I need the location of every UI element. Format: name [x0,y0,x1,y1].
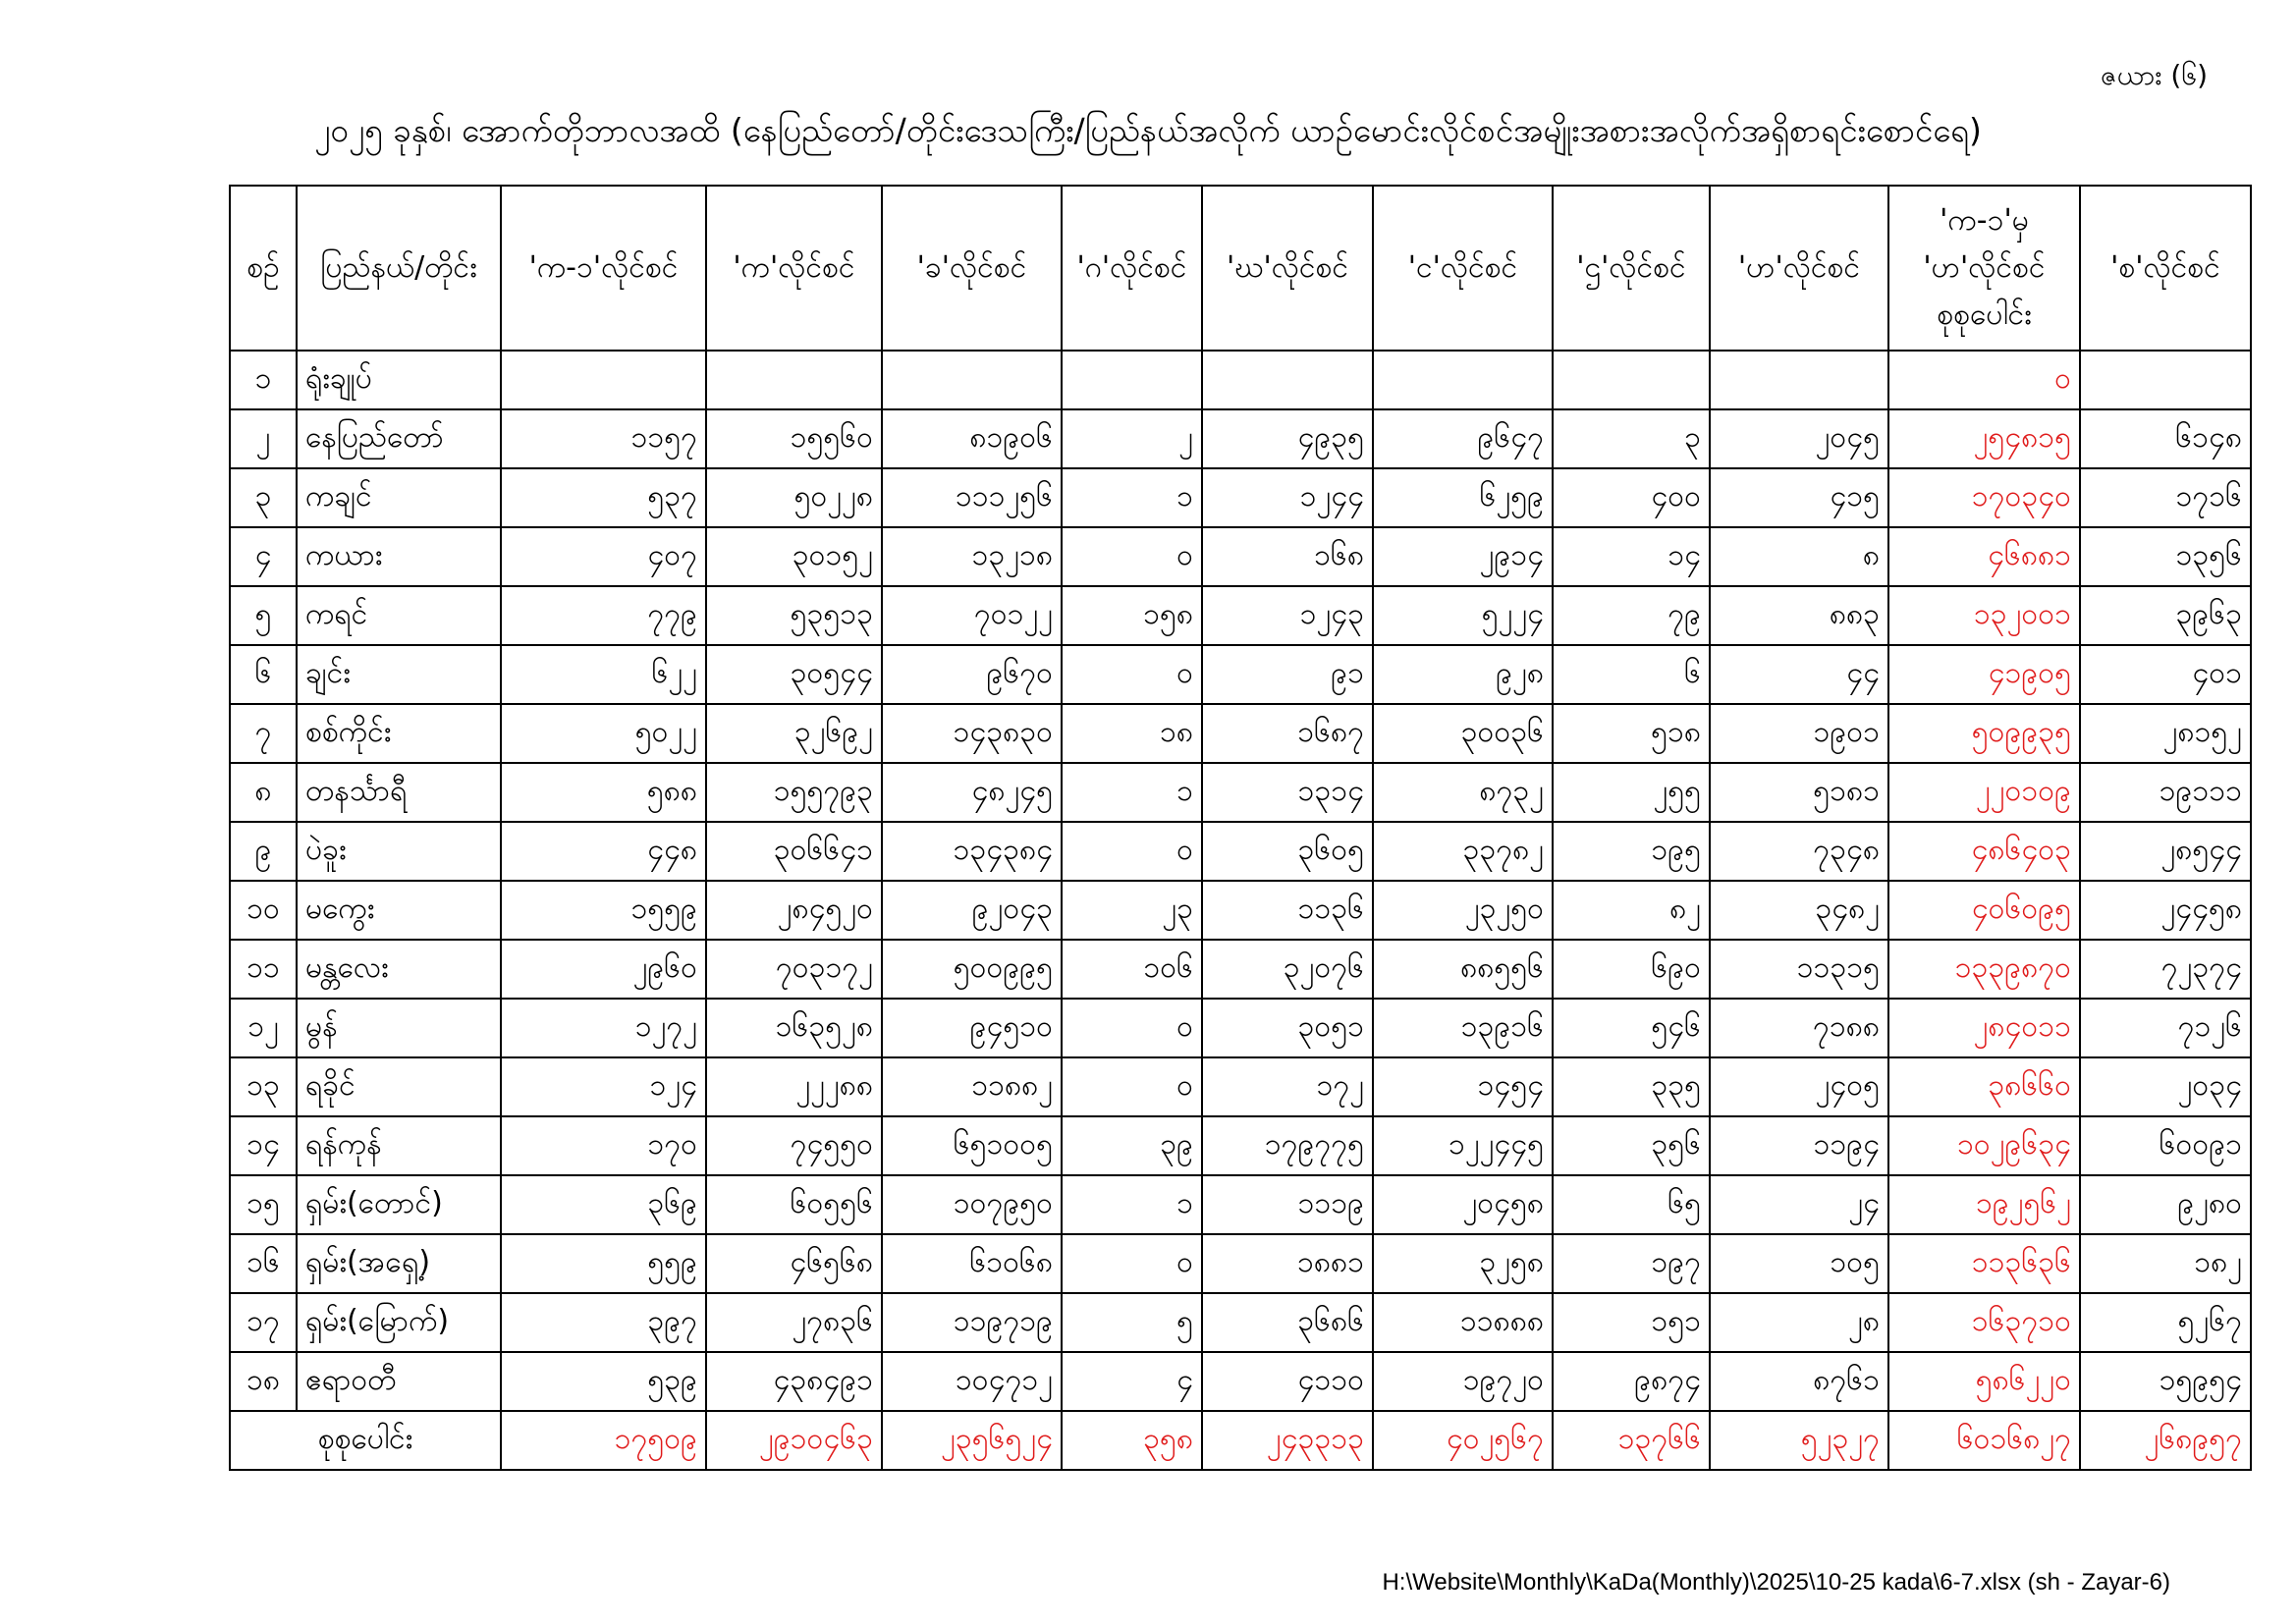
header-cell: စဉ် [230,186,297,351]
table-cell: ၄၈၂၄၅ [882,763,1062,822]
table-cell: ၄၀၀ [1553,468,1710,527]
table-row [230,1352,2251,1411]
table-cell: ၃၀၆၆၄၁ [706,822,882,881]
region-name: ဧရာဝတီ [297,1352,501,1411]
table-cell: ၁၃၉၁၆ [1373,999,1553,1057]
table-cell: ၈၈၅၅၆ [1373,940,1553,999]
table-cell: ၅၂၂၄ [1373,586,1553,645]
table-cell: ၉၂၈ [1373,645,1553,704]
table-cell [2080,351,2251,409]
table-cell: ၁၆၈ [1202,527,1373,586]
row-total-cell: ၁၁၃၆၃၆ [1888,1234,2080,1293]
row-total-cell: ၂၅၄၈၁၅ [1888,409,2080,468]
table-cell: ၅၃၉ [501,1352,706,1411]
row-number: ၄ [230,527,297,586]
table-cell: ၇၂၃၇၄ [2080,940,2251,999]
table-cell: ၁၅၉၅၄ [2080,1352,2251,1411]
table-cell: ၇၄၅၅၀ [706,1116,882,1175]
table-cell: ၁၁၁၉ [1202,1175,1373,1234]
row-total-cell: ၁၃၃၉၈၇၀ [1888,940,2080,999]
table-cell: ၉၂၀၄၃ [882,881,1062,940]
region-name: ရှမ်း(အရှေ့) [297,1234,501,1293]
table-cell: ၃၀၅၄၄ [706,645,882,704]
table-cell: ၁၉၁၁၁ [2080,763,2251,822]
row-number: ၁၀ [230,881,297,940]
table-cell: ၁၅၈ [1062,586,1202,645]
table-cell: ၉၂၈၀ [2080,1175,2251,1234]
row-number: ၂ [230,409,297,468]
table-cell: ၁၀၄၇၁၂ [882,1352,1062,1411]
table-cell: ၁၈ [1062,704,1202,763]
table-cell: ၁၀၆ [1062,940,1202,999]
table-cell: ၁၃၅၆ [2080,527,2251,586]
table-cell: ၅၅၉ [501,1234,706,1293]
table-cell: ၀ [1062,527,1202,586]
table-cell: ၁ [1062,1175,1202,1234]
table-cell: ၇၀၃၁၇၂ [706,940,882,999]
table-cell: ၂၀၃၄ [2080,1057,2251,1116]
table-cell: ၅၀၀၉၉၅ [882,940,1062,999]
table-row [230,1175,2251,1234]
table-cell: ၁ [1062,763,1202,822]
row-number: ၉ [230,822,297,881]
table-cell: ၆၁၀၆၈ [882,1234,1062,1293]
table-cell: ၁၁၉၇၁၉ [882,1293,1062,1352]
table-cell: ၅၄၆ [1553,999,1710,1057]
total-cell: ၆၀၁၆၈၂၇ [1888,1411,2080,1470]
region-name: ချင်း [297,645,501,704]
region-name: ကချင် [297,468,501,527]
header-row [230,186,2251,351]
table-cell: ၂ [1062,409,1202,468]
table-cell: ၀ [1062,645,1202,704]
table-cell: ၉၄၅၁၀ [882,999,1062,1057]
table-cell: ၈၂ [1553,881,1710,940]
table-cell: ၁၇၁၆ [2080,468,2251,527]
row-number: ၈ [230,763,297,822]
table-row [230,1116,2251,1175]
row-number: ၁၃ [230,1057,297,1116]
table-cell: ၅၃၇ [501,468,706,527]
row-number: ၃ [230,468,297,527]
total-cell: ၁၃၇၆၆ [1553,1411,1710,1470]
table-row [230,763,2251,822]
table-cell: ၇၀၁၂၂ [882,586,1062,645]
table-cell: ၁၁၉၄ [1710,1116,1888,1175]
table-number: ဇယား (၆) [2101,59,2208,91]
table-cell: ၄၃၈၄၉၁ [706,1352,882,1411]
table-cell [501,351,706,409]
header-cell: 'ခ'လိုင်စင် [882,186,1062,351]
table-cell: ၄၄ [1710,645,1888,704]
table-cell [706,351,882,409]
table-cell: ၆၀၀၉၁ [2080,1116,2251,1175]
table-cell: ၆၂၅၉ [1373,468,1553,527]
row-total-cell: ၂၂၀၁၀၉ [1888,763,2080,822]
header-cell: 'ဌ'လိုင်စင် [1553,186,1710,351]
table-cell [1553,351,1710,409]
table-cell: ၂၄ [1710,1175,1888,1234]
total-cell: ၂၉၁၀၄၆၃ [706,1411,882,1470]
row-number: ၁၇ [230,1293,297,1352]
table-cell: ၁၆၃၅၂၈ [706,999,882,1057]
table-cell: ၁၉၀၁ [1710,704,1888,763]
table-row [230,999,2251,1057]
table-cell: ၄၀၇ [501,527,706,586]
table-row [230,468,2251,527]
total-cell: ၁၇၅၀၉ [501,1411,706,1470]
header-cell: 'ဃ'လိုင်စင် [1202,186,1373,351]
region-name: နေပြည်တော် [297,409,501,468]
region-name: ရုံးချုပ် [297,351,501,409]
table-cell: ၄၆၅၆၈ [706,1234,882,1293]
table-cell: ၁၂၇၂ [501,999,706,1057]
table-cell: ၆၂၂ [501,645,706,704]
row-total-cell: ၃၈၆၆၀ [1888,1057,2080,1116]
table-cell [1202,351,1373,409]
table-cell: ၅၂၆၇ [2080,1293,2251,1352]
table-cell: ၁၂၄ [501,1057,706,1116]
table-row [230,1057,2251,1116]
table-cell: ၂၉၁၄ [1373,527,1553,586]
table-cell: ၆၁၄၈ [2080,409,2251,468]
table-cell: ၅၁၈၁ [1710,763,1888,822]
table-cell: ၃၂၆၉၂ [706,704,882,763]
table-cell: ၆၉၀ [1553,940,1710,999]
table-cell: ၂၃ [1062,881,1202,940]
table-cell: ၄ [1062,1352,1202,1411]
table-cell [882,351,1062,409]
table-cell: ၁၅၅၉ [501,881,706,940]
region-name: ရခိုင် [297,1057,501,1116]
table-cell: ၅ [1062,1293,1202,1352]
table-cell: ၉၆၄၇ [1373,409,1553,468]
table-cell: ၁၇၀ [501,1116,706,1175]
total-cell: ၄၀၂၅၆၇ [1373,1411,1553,1470]
header-cell: 'က'လိုင်စင် [706,186,882,351]
table-row [230,586,2251,645]
row-number: ၆ [230,645,297,704]
table-cell: ၈၁၉၀၆ [882,409,1062,468]
table-cell: ၉၈၇၄ [1553,1352,1710,1411]
row-number: ၁၂ [230,999,297,1057]
table-cell: ၁၁၃၁၅ [1710,940,1888,999]
table-row [230,1293,2251,1352]
table-cell: ၂၀၄၅၈ [1373,1175,1553,1234]
table-cell: ၂၅၅ [1553,763,1710,822]
table-cell: ၁၅၁ [1553,1293,1710,1352]
table-cell: ၁၃၄၃၈၄ [882,822,1062,881]
table-cell: ၁၇၉၇၇၅ [1202,1116,1373,1175]
table-cell: ၁၉၇ [1553,1234,1710,1293]
row-number: ၁၈ [230,1352,297,1411]
row-total-cell: ၁၆၃၇၁၀ [1888,1293,2080,1352]
table-cell: ၃၀၅၁ [1202,999,1373,1057]
row-total-cell: ၅၈၆၂၂၀ [1888,1352,2080,1411]
table-cell: ၃၃၇၈၂ [1373,822,1553,881]
table-cell: ၆ [1553,645,1710,704]
table-cell: ၄၉၃၅ [1202,409,1373,468]
table-cell: ၃၀၁၅၂ [706,527,882,586]
row-number: ၁၅ [230,1175,297,1234]
table-cell: ၁၃၁၄ [1202,763,1373,822]
table-cell: ၅၁၈ [1553,704,1710,763]
table-cell: ၂၈၄၅၂၀ [706,881,882,940]
table-cell: ၃၉ [1062,1116,1202,1175]
table-cell: ၁၀၇၉၅၀ [882,1175,1062,1234]
table-cell: ၃၆၈၆ [1202,1293,1373,1352]
row-total-cell: ၅၀၉၉၃၅ [1888,704,2080,763]
table-cell: ၁၄ [1553,527,1710,586]
region-name: မကွေး [297,881,501,940]
row-total-cell: ၁၉၂၅၆၂ [1888,1175,2080,1234]
table-cell: ၃၃၅ [1553,1057,1710,1116]
row-total-cell: ၁၃၂၀၀၁ [1888,586,2080,645]
table-cell: ၉၁ [1202,645,1373,704]
table-row [230,881,2251,940]
table-cell: ၁၁၅၇ [501,409,706,468]
total-cell: ၂၃၅၆၅၂၄ [882,1411,1062,1470]
table-cell: ၀ [1062,1234,1202,1293]
table-cell: ၆၅ [1553,1175,1710,1234]
table-cell: ၃၉၆၃ [2080,586,2251,645]
table-cell [1710,351,1888,409]
table-cell: ၃ [1553,409,1710,468]
table-cell: ၅၃၅၁၃ [706,586,882,645]
table-cell: ၁၁၈၈၂ [882,1057,1062,1116]
region-name: ရှမ်း(မြောက်) [297,1293,501,1352]
header-cell: 'ဟ'လိုင်စင် [1710,186,1888,351]
row-total-cell: ၄၈၆၄၀၃ [1888,822,2080,881]
table-cell: ၁၆၈၇ [1202,704,1373,763]
region-name: မွန် [297,999,501,1057]
table-body [230,351,2251,1470]
total-cell: ၂၄၃၃၁၃ [1202,1411,1373,1470]
row-number: ၅ [230,586,297,645]
table-cell: ၅၈၈ [501,763,706,822]
row-total-cell: ၄၀၆၀၉၅ [1888,881,2080,940]
table-cell: ၁၄၃၈၃၀ [882,704,1062,763]
table-cell: ၄၄၈ [501,822,706,881]
header-cell: ပြည်နယ်/တိုင်း [297,186,501,351]
table-cell: ၂၄၀၅ [1710,1057,1888,1116]
table-cell: ၈၇၆၁ [1710,1352,1888,1411]
table-cell: ၇၇၉ [501,586,706,645]
table-cell: ၁၀၅ [1710,1234,1888,1293]
row-number: ၁၁ [230,940,297,999]
row-number: ၁၆ [230,1234,297,1293]
header-cell: 'က-၁'မှ 'ဟ'လိုင်စင် စုစုပေါင်း [1888,186,2080,351]
table-cell: ၂၈ [1710,1293,1888,1352]
table-cell: ၇၁၈၈ [1710,999,1888,1057]
table-row [230,704,2251,763]
license-table [229,185,2252,1471]
table-cell: ၈၈၃ [1710,586,1888,645]
table-cell: ၇၉ [1553,586,1710,645]
table-cell: ၂၂၂၈၈ [706,1057,882,1116]
table-row [230,645,2251,704]
table-cell: ၉၆၇၀ [882,645,1062,704]
table-cell: ၁၈၂ [2080,1234,2251,1293]
table-cell: ၂၈၅၄၄ [2080,822,2251,881]
row-total-cell: ၂၈၄၀၁၁ [1888,999,2080,1057]
header-cell: 'က-၁'လိုင်စင် [501,186,706,351]
row-total-cell: ၁၇၀၃၄၀ [1888,468,2080,527]
table-cell: ၂၈၁၅၂ [2080,704,2251,763]
row-number: ၁ [230,351,297,409]
table-cell: ၁၁၃၆ [1202,881,1373,940]
table-cell: ၁၅၅၆၀ [706,409,882,468]
region-name: မန္တလေး [297,940,501,999]
table-cell: ၁၂၄၄ [1202,468,1373,527]
table-cell: ၀ [1062,822,1202,881]
table-cell: ၂၉၆၀ [501,940,706,999]
total-label: စုစုပေါင်း [230,1411,501,1470]
table-cell: ၅၀၂၂၈ [706,468,882,527]
table-cell: ၁၉၅ [1553,822,1710,881]
table-cell: ၈ [1710,527,1888,586]
table-cell: ၄၁၅ [1710,468,1888,527]
table-cell: ၃၆၉ [501,1175,706,1234]
total-row [230,1411,2251,1470]
table-row [230,1234,2251,1293]
row-number: ၇ [230,704,297,763]
table-cell [1373,351,1553,409]
page-title: ၂၀၂၅ ခုနှစ်၊ အောက်တိုဘာလအထိ (နေပြည်တော်/တိုင်းဒေသကြီး/ပြည်နယ်အလိုက် ယာဉ်မောင်းလိုင်စင်အမျိုးအစားအလိုက်အရှိစာရင်းစောင်ရေ) [314,111,1982,149]
table-row [230,822,2251,881]
region-name: တနင်္သာရီ [297,763,501,822]
row-total-cell: ၄၆၈၈၁ [1888,527,2080,586]
total-cell: ၂၆၈၉၅၇ [2080,1411,2251,1470]
table-cell: ၁၁၁၂၅၆ [882,468,1062,527]
region-name: စစ်ကိုင်း [297,704,501,763]
total-cell: ၅၂၃၂၇ [1710,1411,1888,1470]
table-cell: ၁၄၅၄ [1373,1057,1553,1116]
header-cell: 'ဂ'လိုင်စင် [1062,186,1202,351]
row-total-cell: ၀ [1888,351,2080,409]
header-cell: 'စ'လိုင်စင် [2080,186,2251,351]
table-cell: ၃၂၅၈ [1373,1234,1553,1293]
table-cell: ၇၁၂၆ [2080,999,2251,1057]
region-name: ရှမ်း(တောင်) [297,1175,501,1234]
table-cell: ၁၁၈၈၈ [1373,1293,1553,1352]
table-cell: ၂၇၈၃၆ [706,1293,882,1352]
table-cell: ၃၆၀၅ [1202,822,1373,881]
table-cell: ၁၂၂၄၄၅ [1373,1116,1553,1175]
table-cell: ၄၁၁၀ [1202,1352,1373,1411]
table-cell: ၃၄၈၂ [1710,881,1888,940]
table-cell: ၃၂၀၇၆ [1202,940,1373,999]
region-name: ကယား [297,527,501,586]
table-cell: ၁ [1062,468,1202,527]
table-cell: ၃၅၆ [1553,1116,1710,1175]
table-cell: ၀ [1062,1057,1202,1116]
table-cell: ၁၇၂ [1202,1057,1373,1116]
table-cell: ၁၉၇၂၀ [1373,1352,1553,1411]
table-cell: ၁၈၈၁ [1202,1234,1373,1293]
table-row [230,409,2251,468]
total-cell: ၃၅၈ [1062,1411,1202,1470]
row-total-cell: ၁၀၂၉၆၃၄ [1888,1116,2080,1175]
table-cell: ၂၄၄၅၈ [2080,881,2251,940]
table-cell: ၂၃၂၅၀ [1373,881,1553,940]
table-cell: ၁၃၂၁၈ [882,527,1062,586]
table-row [230,527,2251,586]
table-cell [1062,351,1202,409]
table-cell: ၀ [1062,999,1202,1057]
table-cell: ၅၀၂၂ [501,704,706,763]
table-cell: ၃၉၇ [501,1293,706,1352]
table-cell: ၆၀၅၅၆ [706,1175,882,1234]
table-cell: ၃၀၀၃၆ [1373,704,1553,763]
table-cell: ၂၀၄၅ [1710,409,1888,468]
header-cell: 'င'လိုင်စင် [1373,186,1553,351]
region-name: ရန်ကုန် [297,1116,501,1175]
table-cell: ၄၀၁ [2080,645,2251,704]
region-name: ကရင် [297,586,501,645]
table-cell: ၁၂၄၃ [1202,586,1373,645]
table-cell: ၇၃၄၈ [1710,822,1888,881]
table-cell: ၈၇၃၂ [1373,763,1553,822]
table-row [230,940,2251,999]
table-row [230,351,2251,409]
table-cell: ၁၅၅၇၉၃ [706,763,882,822]
row-number: ၁၄ [230,1116,297,1175]
row-total-cell: ၄၁၉၀၅ [1888,645,2080,704]
region-name: ပဲခူး [297,822,501,881]
file-path-footer: H:\Website\Monthly\KaDa(Monthly)\2025\10-25 kada\6-7.xlsx (sh - Zayar-6) [1382,1569,2170,1596]
table-cell: ၆၅၁၀၀၅ [882,1116,1062,1175]
